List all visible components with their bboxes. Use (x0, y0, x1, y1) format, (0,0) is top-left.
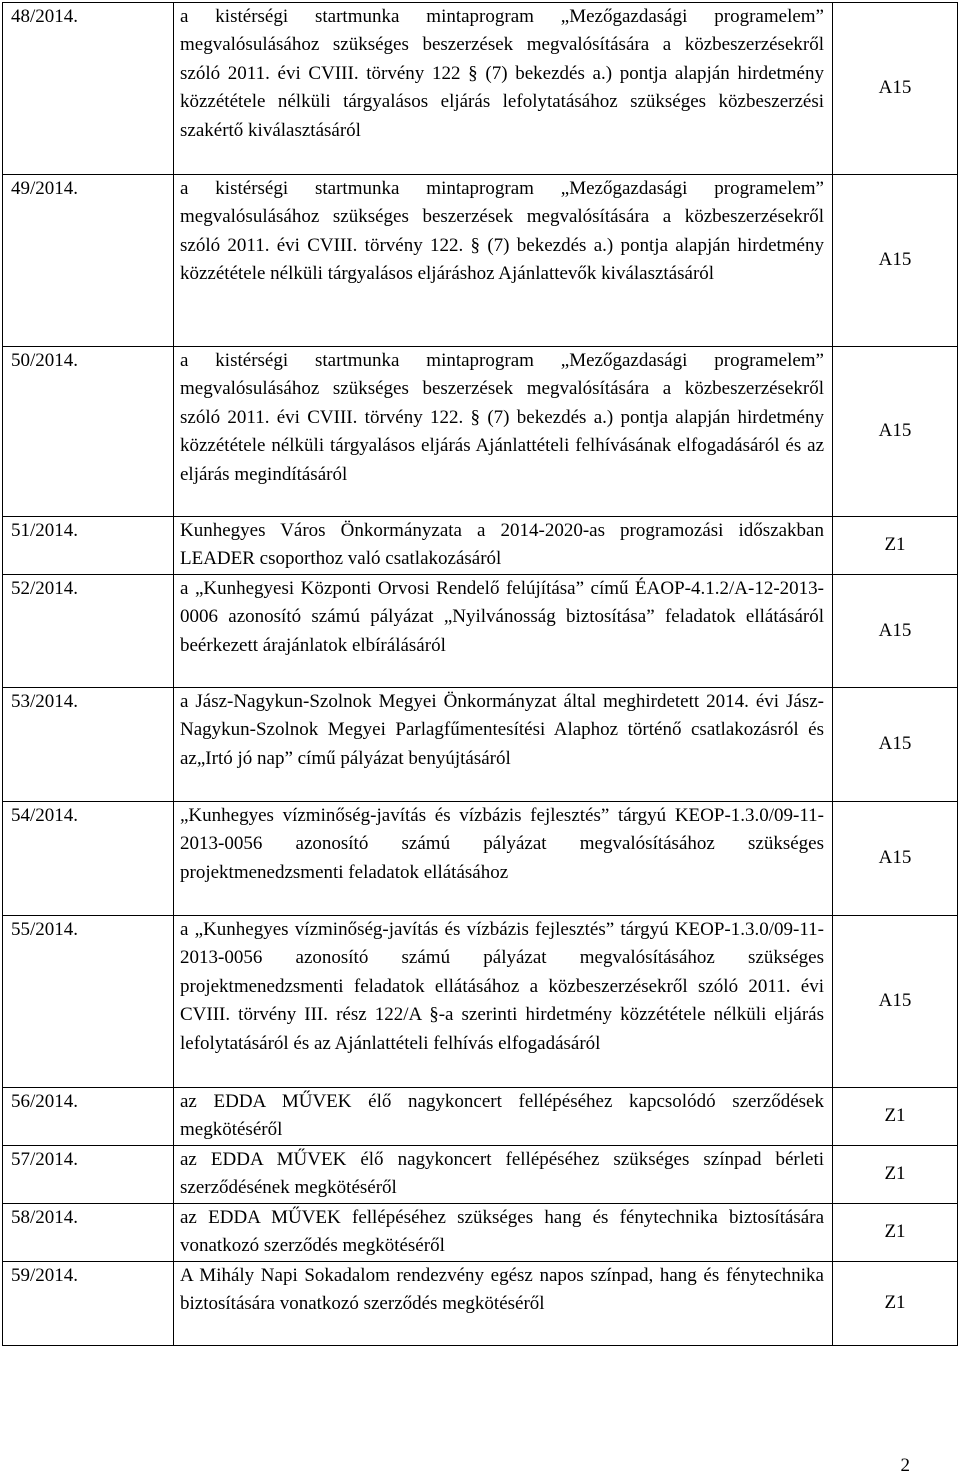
resolution-title: A Mihály Napi Sokadalom rendezvény egész napos színpad, hang és fénytechnika biztosítására vonatkozó szerződés megkötéséről (174, 1261, 833, 1345)
resolution-number: 52/2014. (3, 575, 174, 688)
table-row (3, 1203, 958, 1261)
resolution-code: Z1 (833, 1261, 958, 1345)
resolution-code: A15 (833, 802, 958, 916)
resolution-code: Z1 (833, 517, 958, 575)
resolutions-table (2, 2, 958, 1346)
table-row (3, 575, 958, 688)
resolution-number: 56/2014. (3, 1088, 174, 1146)
resolution-title: a „Kunhegyes vízminőség-javítás és vízbázis fejlesztés” tárgyú KEOP-1.3.0/09-11-2013-0056 azonosító számú pályázat megvalósításához szükséges projektmenedzsmenti feladatok ellátásához a közbeszerzésekről szóló 2011. évi CVIII. törvény III. rész 122/A §-a szerinti hirdetmény közzététele nélküli eljárás lefolytatásáról és az Ajánlattételi felhívás elfogadásáról (174, 916, 833, 1088)
resolution-code: A15 (833, 688, 958, 802)
table-row (3, 688, 958, 802)
resolution-number: 51/2014. (3, 517, 174, 575)
resolution-number: 53/2014. (3, 688, 174, 802)
resolution-code: Z1 (833, 1088, 958, 1146)
resolution-title: a kistérségi startmunka mintaprogram „Mezőgazdasági programelem” megvalósulásához szükséges beszerzések megvalósítására a közbeszerzésekről szóló 2011. évi CVIII. törvény 122 § (7) bekezdés a.) pontja alapján hirdetmény közzététele nélküli tárgyalásos eljárás lefolytatásához szükséges közbeszerzési szakértő kiválasztásáról (174, 3, 833, 175)
resolution-title: Kunhegyes Város Önkormányzata a 2014-2020-as programozási időszakban LEADER csoporthoz való csatlakozásáról (174, 517, 833, 575)
resolution-title: az EDDA MŰVEK élő nagykoncert fellépéséhez kapcsolódó szerződések megkötéséről (174, 1088, 833, 1146)
table-row (3, 517, 958, 575)
resolution-code: Z1 (833, 1146, 958, 1204)
table-row (3, 802, 958, 916)
resolution-title: a „Kunhegyesi Központi Orvosi Rendelő felújítása” című ÉAOP-4.1.2/A-12-2013-0006 azonosító számú pályázat „Nyilvánosság biztosítása” feladatok ellátásáról beérkezett árajánlatok elbírálásáról (174, 575, 833, 688)
resolution-code: Z1 (833, 1203, 958, 1261)
table-row (3, 916, 958, 1088)
resolution-code: A15 (833, 916, 958, 1088)
table-row (3, 347, 958, 517)
resolution-number: 49/2014. (3, 175, 174, 347)
resolution-number: 57/2014. (3, 1146, 174, 1204)
resolution-code: A15 (833, 575, 958, 688)
resolution-number: 55/2014. (3, 916, 174, 1088)
page-number: 2 (900, 1455, 910, 1476)
resolution-title: az EDDA MŰVEK élő nagykoncert fellépéséhez szükséges színpad bérleti szerződésének megkötéséről (174, 1146, 833, 1204)
table-row (3, 1088, 958, 1146)
resolution-number: 59/2014. (3, 1261, 174, 1345)
resolution-title: a kistérségi startmunka mintaprogram „Mezőgazdasági programelem” megvalósulásához szükséges beszerzések megvalósítására a közbeszerzésekről szóló 2011. évi CVIII. törvény 122. § (7) bekezdés a.) pontja alapján hirdetmény közzététele nélküli tárgyalásos eljáráshoz Ajánlattevők kiválasztásáról (174, 175, 833, 347)
resolution-title: „Kunhegyes vízminőség-javítás és vízbázis fejlesztés” tárgyú KEOP-1.3.0/09-11-2013-0056 azonosító számú pályázat megvalósításához szükséges projektmenedzsmenti feladatok ellátásához (174, 802, 833, 916)
resolution-number: 48/2014. (3, 3, 174, 175)
resolution-title: a kistérségi startmunka mintaprogram „Mezőgazdasági programelem” megvalósulásához szükséges beszerzések megvalósítására a közbeszerzésekről szóló 2011. évi CVIII. törvény 122. § (7) bekezdés a.) pontja alapján hirdetmény közzététele nélküli tárgyalásos eljárás Ajánlattételi felhívásának elfogadásáról és az eljárás megindításáról (174, 347, 833, 517)
resolution-title: a Jász-Nagykun-Szolnok Megyei Önkormányzat által meghirdetett 2014. évi Jász-Nagykun-Szolnok Megyei Parlagfűmentesítési Alaphoz történő csatlakozásról és az„Irtó jó nap” című pályázat benyújtásáról (174, 688, 833, 802)
resolution-number: 54/2014. (3, 802, 174, 916)
resolution-code: A15 (833, 347, 958, 517)
resolution-title: az EDDA MŰVEK fellépéséhez szükséges hang és fénytechnika biztosítására vonatkozó szerződés megkötéséről (174, 1203, 833, 1261)
resolution-number: 50/2014. (3, 347, 174, 517)
resolution-code: A15 (833, 175, 958, 347)
table-row (3, 1261, 958, 1345)
table-row (3, 3, 958, 175)
resolution-code: A15 (833, 3, 958, 175)
table-row (3, 175, 958, 347)
table-row (3, 1146, 958, 1204)
resolution-number: 58/2014. (3, 1203, 174, 1261)
